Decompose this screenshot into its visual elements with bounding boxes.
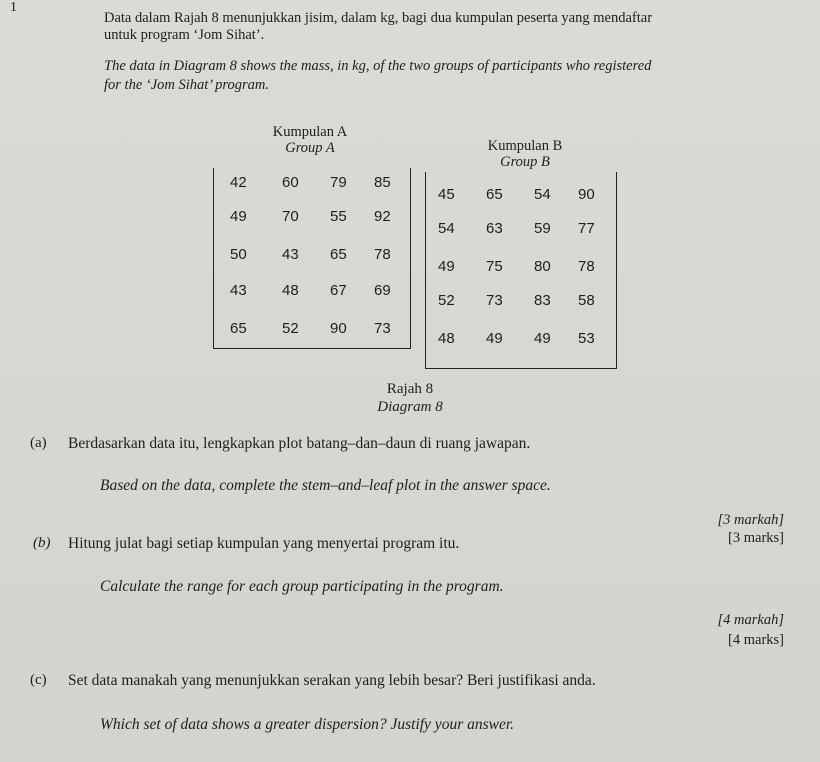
group-b-title xyxy=(450,138,600,170)
group-a-value-cell: 69 xyxy=(374,282,391,299)
group-a-data-box xyxy=(213,168,411,349)
group-b-title-malay: Kumpulan B xyxy=(487,138,563,154)
intro-english-line2: for the ‘Jom Sihat’ program. xyxy=(104,77,269,93)
group-a-value-cell: 92 xyxy=(374,208,391,225)
group-a-value-cell: 67 xyxy=(330,282,347,299)
group-a-value-cell: 43 xyxy=(230,282,247,299)
group-a-value-cell: 42 xyxy=(230,174,247,191)
group-a-value-cell: 78 xyxy=(374,246,391,263)
part-b-marks-english: [4 marks] xyxy=(728,632,784,648)
part-a-english: Based on the data, complete the stem–and–leaf plot in the answer space. xyxy=(100,477,551,494)
group-a-title xyxy=(240,124,380,156)
group-a-value-cell: 70 xyxy=(282,208,299,225)
group-b-value-cell: 54 xyxy=(438,220,455,237)
group-b-value-cell: 83 xyxy=(534,292,551,309)
diagram-caption-english: Diagram 8 xyxy=(377,399,443,415)
intro-malay-line2: untuk program ‘Jom Sihat’. xyxy=(104,27,265,43)
part-b-english: Calculate the range for each group participating in the program. xyxy=(100,578,504,595)
part-b-label: (b) xyxy=(33,535,51,551)
diagram-caption xyxy=(350,380,470,416)
group-b-value-cell: 52 xyxy=(438,292,455,309)
group-a-title-malay: Kumpulan A xyxy=(272,124,348,140)
part-c-label: (c) xyxy=(30,672,47,688)
group-b-value-cell: 49 xyxy=(486,330,503,347)
part-a-marks-malay: [3 markah] xyxy=(717,512,784,528)
group-a-value-cell: 43 xyxy=(282,246,299,263)
group-b-value-cell: 48 xyxy=(438,330,455,347)
group-b-value-cell: 75 xyxy=(486,258,503,275)
group-a-value-cell: 49 xyxy=(230,208,247,225)
group-a-value-cell: 65 xyxy=(330,246,347,263)
group-a-value-cell: 48 xyxy=(282,282,299,299)
group-a-title-english: Group A xyxy=(285,140,335,156)
group-a-value-cell: 50 xyxy=(230,246,247,263)
group-b-value-cell: 59 xyxy=(534,220,551,237)
group-a-value-cell: 60 xyxy=(282,174,299,191)
group-a-value-cell: 65 xyxy=(230,320,247,337)
group-b-value-cell: 90 xyxy=(578,186,595,203)
part-a-label: (a) xyxy=(30,435,47,451)
group-b-value-cell: 78 xyxy=(578,258,595,275)
part-b-malay: Hitung julat bagi setiap kumpulan yang menyertai program itu. xyxy=(68,535,460,552)
part-c-english: Which set of data shows a greater dispersion? Justify your answer. xyxy=(100,716,515,733)
group-b-value-cell: 49 xyxy=(534,330,551,347)
group-b-value-cell: 54 xyxy=(534,186,551,203)
part-c-malay: Set data manakah yang menunjukkan serakan yang lebih besar? Beri justifikasi anda. xyxy=(68,672,596,689)
group-b-value-cell: 45 xyxy=(438,186,455,203)
group-a-value-cell: 85 xyxy=(374,174,391,191)
group-b-value-cell: 65 xyxy=(486,186,503,203)
group-a-value-cell: 55 xyxy=(330,208,347,225)
intro-malay-line1: Data dalam Rajah 8 menunjukkan jisim, dalam kg, bagi dua kumpulan peserta yang mendaftar xyxy=(104,10,653,26)
group-a-value-cell: 52 xyxy=(282,320,299,337)
part-a-malay: Berdasarkan data itu, lengkapkan plot batang–dan–daun di ruang jawapan. xyxy=(68,435,531,452)
diagram-caption-malay: Rajah 8 xyxy=(386,381,434,397)
group-b-value-cell: 58 xyxy=(578,292,595,309)
question-number: 1 xyxy=(10,0,17,15)
group-b-value-cell: 80 xyxy=(534,258,551,275)
group-a-value-cell: 79 xyxy=(330,174,347,191)
intro-english-line1: The data in Diagram 8 shows the mass, in kg, of the two groups of participants who registered xyxy=(104,58,652,74)
group-b-value-cell: 53 xyxy=(578,330,595,347)
group-b-value-cell: 77 xyxy=(578,220,595,237)
part-b-marks-malay: [4 markah] xyxy=(717,612,784,628)
part-a-marks-english: [3 marks] xyxy=(728,530,784,546)
group-b-title-english: Group B xyxy=(500,154,550,170)
group-a-value-cell: 90 xyxy=(330,320,347,337)
group-a-value-cell: 73 xyxy=(374,320,391,337)
group-b-data-box xyxy=(425,172,617,369)
group-b-value-cell: 49 xyxy=(438,258,455,275)
group-b-value-cell: 63 xyxy=(486,220,503,237)
group-b-value-cell: 73 xyxy=(486,292,503,309)
